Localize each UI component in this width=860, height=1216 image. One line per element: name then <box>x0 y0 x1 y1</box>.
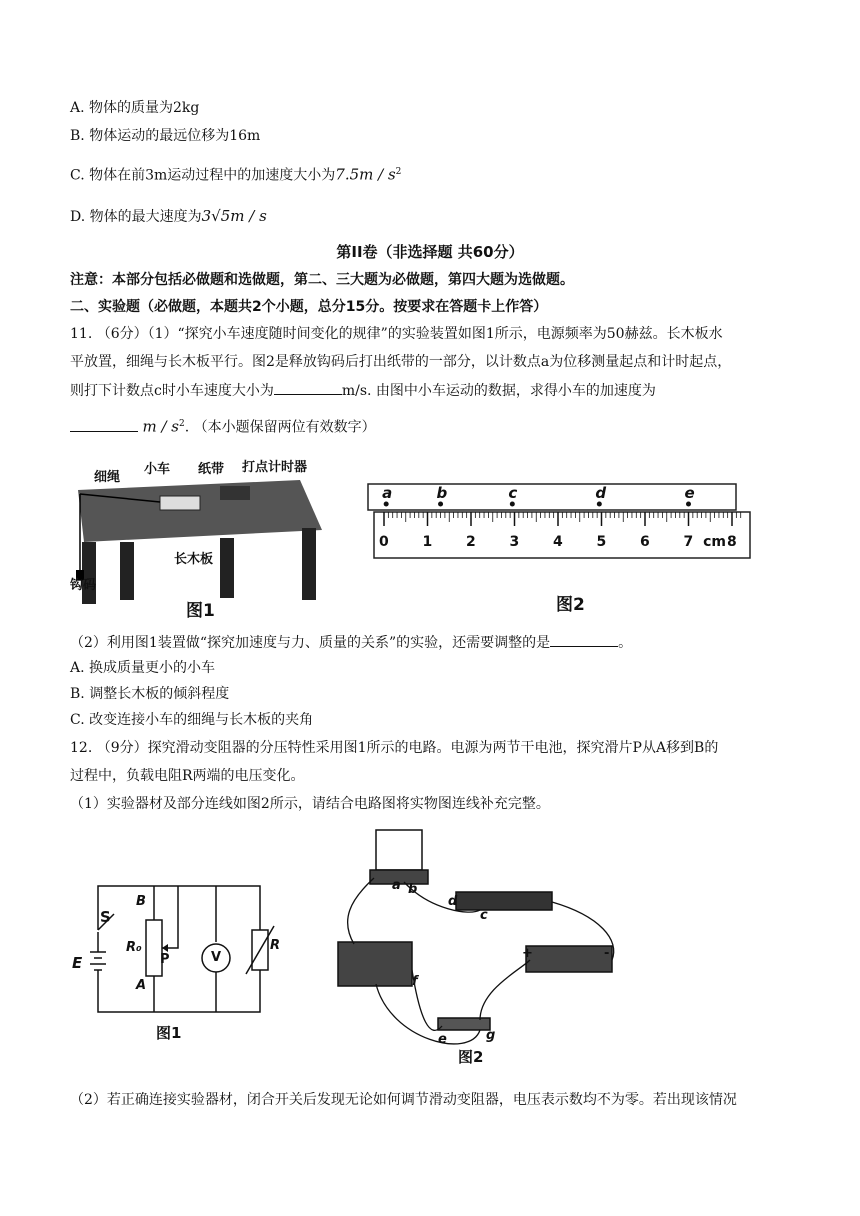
ruler-label: 7 <box>683 534 694 550</box>
q12-part1: （1）实验器材及部分连线如图2所示，请结合电路图将实物图连线补充完整。 <box>70 796 550 812</box>
label-f: f <box>412 974 418 989</box>
label-g: g <box>486 1028 496 1043</box>
figure-circuit <box>70 870 290 1045</box>
q11-line3: 则打下计数点c时小车速度大小为 m/s. 由图中小车运动的数据，求得小车的加速度为 <box>70 380 656 401</box>
option-c: C. 物体在前3m运动过程中的加速度大小为$7.5m / s^2$ <box>70 165 402 184</box>
label-r: R <box>270 938 281 953</box>
tape-point <box>686 502 691 507</box>
section-note: 注意：本部分包括必做题和选做题，第二、三大题为必做题，第四大题为选做题。 <box>70 272 574 288</box>
label-e: e <box>438 1032 447 1047</box>
figure-apparatus <box>330 820 620 1070</box>
option-d: D. 物体的最大速度为3√5m / s <box>70 207 267 225</box>
tape-point <box>384 502 389 507</box>
label-v: V <box>211 950 222 965</box>
answer-blank-adjust[interactable] <box>550 632 618 647</box>
figure-cart-setup <box>70 450 330 625</box>
ruler-label: 0 <box>379 534 389 550</box>
label-b: b <box>408 882 418 897</box>
section-title: 第II卷（非选择题 共60分） <box>336 243 524 261</box>
label-rope: 细绳 <box>94 470 121 485</box>
label-plus: + <box>522 946 533 961</box>
figure-caption: 图1 <box>186 601 215 621</box>
answer-blank-velocity[interactable] <box>274 380 342 395</box>
label-e: E <box>72 954 83 972</box>
label-board: 长木板 <box>174 552 214 567</box>
ruler-label: 3 <box>509 534 520 550</box>
figure-ruler-tape <box>366 480 756 620</box>
ruler-label: 2 <box>466 534 476 550</box>
label-d: d <box>448 894 458 909</box>
label-a: A <box>136 978 147 993</box>
answer-blank-acceleration[interactable] <box>70 417 138 432</box>
ruler-label: cm <box>703 534 726 550</box>
label-r0: R₀ <box>126 940 142 955</box>
label-minus: - <box>604 946 610 961</box>
q11-line4: m / $s^2$. （本小题保留两位有效数字） <box>70 414 376 438</box>
tape-point <box>438 502 443 507</box>
q11-option-a: A. 换成质量更小的小车 <box>70 660 216 676</box>
q11-option-b: B. 调整长木板的倾斜程度 <box>70 686 230 702</box>
q11-part2: （2）利用图1装置做“探究加速度与力、质量的关系”的实验，还需要调整的是 。 <box>70 632 632 653</box>
tape-point-label: d <box>595 484 607 502</box>
tape-point-label: e <box>684 484 695 502</box>
label-tape: 纸带 <box>198 462 225 477</box>
label-b: B <box>136 894 146 909</box>
q12-part2: （2）若正确连接实验器材，闭合开关后发现无论如何调节滑动变阻器，电压表示数均不为零。若出现该情况 <box>70 1092 737 1108</box>
q11-line1: 11. （6分）（1）“探究小车速度随时间变化的规律”的实验装置如图1所示，电源频率为50赫兹。长木板水 <box>70 326 723 342</box>
q12-line1: 12. （9分）探究滑动变阻器的分压特性采用图1所示的电路。电源为两节干电池，探究滑片P从A移到B的 <box>70 740 719 756</box>
label-cart: 小车 <box>144 462 171 477</box>
label-a: a <box>392 878 401 893</box>
ruler-label: 6 <box>640 534 650 550</box>
ruler-label: 1 <box>422 534 433 550</box>
section-heading: 二、实验题（必做题，本题共2个小题，总分15分。按要求在答题卡上作答） <box>70 299 548 315</box>
option-a: A. 物体的质量为2kg <box>70 100 200 116</box>
tape-point-label: c <box>508 484 518 502</box>
figure-caption: 图1 <box>156 1024 182 1042</box>
figure-caption: 图2 <box>556 595 585 615</box>
q11-line2: 平放置，细绳与长木板平行。图2是释放钩码后打出纸带的一部分，以计数点a为位移测量起点和计时起点， <box>70 354 732 370</box>
label-c: c <box>480 908 488 923</box>
tape-point <box>510 502 515 507</box>
option-b: B. 物体运动的最远位移为16m <box>70 128 261 144</box>
q11-option-c: C. 改变连接小车的细绳与长木板的夹角 <box>70 712 314 728</box>
label-p: P <box>160 952 170 967</box>
ruler-label: 5 <box>596 534 607 550</box>
ruler-label: 8 <box>727 534 737 550</box>
tape-point <box>597 502 602 507</box>
label-timer: 打点计时器 <box>242 460 308 475</box>
figure-caption: 图2 <box>458 1048 484 1066</box>
ruler-label: 4 <box>553 534 563 550</box>
tape-point-label: a <box>382 484 393 502</box>
tape-point-label: b <box>436 484 448 502</box>
label-s: S <box>100 908 111 926</box>
q12-line2: 过程中，负载电阻R两端的电压变化。 <box>70 768 305 784</box>
label-weight: 钩码 <box>70 578 97 593</box>
